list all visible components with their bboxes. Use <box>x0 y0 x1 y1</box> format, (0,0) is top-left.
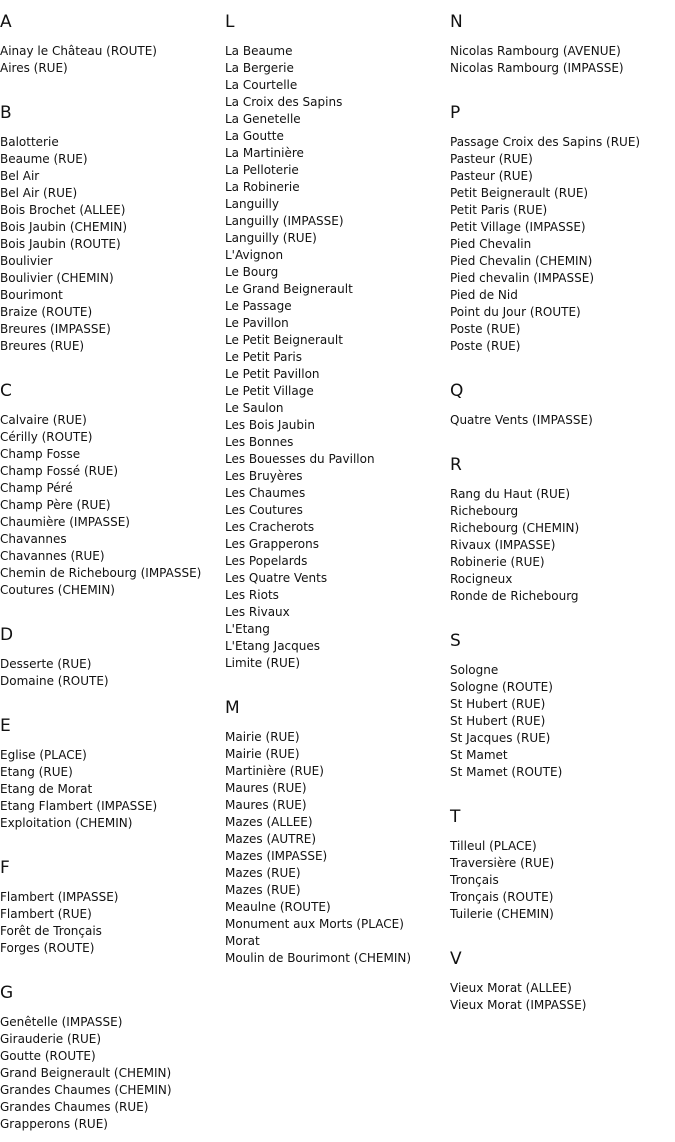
street-list-item: Balotterie <box>0 135 59 149</box>
street-list-item: Le Bourg <box>225 265 279 279</box>
street-list-item: Mairie (RUE) <box>225 747 300 761</box>
street-list-item: Moulin de Bourimont (CHEMIN) <box>225 951 412 965</box>
street-list-item: Traversière (RUE) <box>450 856 555 870</box>
street-list-item: Ronde de Richebourg <box>450 589 579 603</box>
street-list-item: L'Avignon <box>225 248 284 262</box>
street-list-item: La Martinière <box>225 146 304 160</box>
street-list-item: Etang de Morat <box>0 782 93 796</box>
letter-section <box>450 381 672 429</box>
street-list-item: Girauderie (RUE) <box>0 1032 102 1046</box>
street-list-item: Le Petit Pavillon <box>225 367 320 381</box>
street-list-item: Les Rivaux <box>225 605 290 619</box>
letter-section <box>450 949 672 1014</box>
street-list-item: Grapperons (RUE) <box>0 1117 108 1131</box>
street-list-item: Point du Jour (ROUTE) <box>450 305 581 319</box>
street-list-item: Les Bouesses du Pavillon <box>225 452 375 466</box>
street-list-item: Rivaux (IMPASSE) <box>450 538 556 552</box>
letter-section <box>0 625 222 690</box>
street-list-item: Pied chevalin (IMPASSE) <box>450 271 594 285</box>
letter-section <box>0 716 222 832</box>
letter-section <box>450 12 672 77</box>
street-list-item: Le Petit Beignerault <box>225 333 343 347</box>
street-list-item: Les Bonnes <box>225 435 294 449</box>
street-list-item: Tuilerie (CHEMIN) <box>450 907 554 921</box>
street-list-item: Bois Jaubin (CHEMIN) <box>0 220 128 234</box>
street-list-item: Le Passage <box>225 299 292 313</box>
street-list-item: La Beaume <box>225 44 293 58</box>
letter-section <box>450 631 672 781</box>
street-list-item: Chavannes (RUE) <box>0 549 105 563</box>
street-list-item: Genêtelle (IMPASSE) <box>0 1015 123 1029</box>
section-letter-heading: G <box>0 983 14 1003</box>
section-letter-heading: P <box>450 103 461 123</box>
letter-section <box>0 381 222 599</box>
section-letter-heading: T <box>450 807 461 827</box>
street-list-item: Tronçais <box>450 873 499 887</box>
letter-section <box>0 12 222 77</box>
street-list-item: Morat <box>225 934 260 948</box>
street-list-item: Cérilly (ROUTE) <box>0 430 93 444</box>
street-list-item: Les Riots <box>225 588 279 602</box>
street-list-item: Les Grapperons <box>225 537 319 551</box>
street-list-item: Vieux Morat (IMPASSE) <box>450 998 587 1012</box>
street-list-item: Champ Fosse <box>0 447 81 461</box>
street-list-item: Pied Chevalin (CHEMIN) <box>450 254 593 268</box>
street-list-item: La Genetelle <box>225 112 301 126</box>
section-letter-heading: E <box>0 716 11 736</box>
street-list-item: Rocigneux <box>450 572 513 586</box>
street-list-item: La Courtelle <box>225 78 298 92</box>
street-list-item: Robinerie (RUE) <box>450 555 545 569</box>
street-list-item: Coutures (CHEMIN) <box>0 583 115 597</box>
street-list-item: Etang Flambert (IMPASSE) <box>0 799 158 813</box>
section-letter-heading: M <box>225 698 240 718</box>
street-list-item: Meaulne (ROUTE) <box>225 900 331 914</box>
street-list-item: Le Petit Village <box>225 384 314 398</box>
street-list-item: Forêt de Tronçais <box>0 924 102 938</box>
street-list-item: Petit Beignerault (RUE) <box>450 186 589 200</box>
street-list-item: Pasteur (RUE) <box>450 152 533 166</box>
street-list-item: Petit Paris (RUE) <box>450 203 548 217</box>
street-list-item: Les Cracherots <box>225 520 315 534</box>
street-list-item: Mazes (ALLEE) <box>225 815 313 829</box>
street-list-item: Languilly (IMPASSE) <box>225 214 344 228</box>
street-index-column-2 <box>225 12 447 967</box>
section-letter-heading: S <box>450 631 461 651</box>
section-letter-heading: R <box>450 455 462 475</box>
street-list-item: La Robinerie <box>225 180 300 194</box>
street-list-item: St Hubert (RUE) <box>450 697 546 711</box>
street-list-item: Flambert (IMPASSE) <box>0 890 119 904</box>
street-list-item: L'Etang Jacques <box>225 639 321 653</box>
street-list-item: Bourimont <box>0 288 63 302</box>
street-list-item: Forges (ROUTE) <box>0 941 95 955</box>
section-letter-heading: B <box>0 103 12 123</box>
street-list-item: Tilleul (PLACE) <box>450 839 537 853</box>
street-list-item: Le Petit Paris <box>225 350 302 364</box>
street-list-item: Richebourg <box>450 504 519 518</box>
street-list-item: Maures (RUE) <box>225 781 307 795</box>
street-list-item: Champ Fossé (RUE) <box>0 464 119 478</box>
section-letter-heading: F <box>0 858 10 878</box>
street-list-item: Nicolas Rambourg (IMPASSE) <box>450 61 624 75</box>
street-list-item: Pasteur (RUE) <box>450 169 533 183</box>
street-list-item: Calvaire (RUE) <box>0 413 87 427</box>
street-list-item: Poste (RUE) <box>450 322 521 336</box>
street-list-item: Champ Père (RUE) <box>0 498 111 512</box>
section-letter-heading: A <box>0 12 12 32</box>
street-list-item: Sologne <box>450 663 499 677</box>
section-letter-heading: Q <box>450 381 464 401</box>
street-list-item: Le Pavillon <box>225 316 289 330</box>
street-list-item: Chavannes <box>0 532 67 546</box>
street-list-item: Desserte (RUE) <box>0 657 92 671</box>
street-list-item: Aires (RUE) <box>0 61 68 75</box>
street-list-item: Grand Beignerault (CHEMIN) <box>0 1066 172 1080</box>
street-list-item: Monument aux Morts (PLACE) <box>225 917 404 931</box>
section-letter-heading: V <box>450 949 462 969</box>
street-list-item: Mazes (RUE) <box>225 883 301 897</box>
street-list-item: Le Saulon <box>225 401 284 415</box>
letter-section <box>225 12 447 672</box>
street-list-item: L'Etang <box>225 622 270 636</box>
street-index-column-3 <box>450 12 672 1014</box>
street-list-item: Richebourg (CHEMIN) <box>450 521 580 535</box>
street-list-item: Le Grand Beignerault <box>225 282 353 296</box>
street-list-item: Les Bois Jaubin <box>225 418 315 432</box>
letter-section <box>0 858 222 957</box>
letter-section <box>450 103 672 355</box>
street-list-item: Flambert (RUE) <box>0 907 92 921</box>
letter-section <box>450 455 672 605</box>
street-list-item: Exploitation (CHEMIN) <box>0 816 133 830</box>
street-list-item: La Bergerie <box>225 61 294 75</box>
street-list-item: Limite (RUE) <box>225 656 301 670</box>
street-list-item: Languilly <box>225 197 279 211</box>
street-list-item: Martinière (RUE) <box>225 764 324 778</box>
street-list-item: La Goutte <box>225 129 284 143</box>
section-letter-heading: C <box>0 381 12 401</box>
street-list-item: Grandes Chaumes (CHEMIN) <box>0 1083 172 1097</box>
street-list-item: Grandes Chaumes (RUE) <box>0 1100 149 1114</box>
section-letter-heading: D <box>0 625 14 645</box>
street-list-item: Pied de Nid <box>450 288 518 302</box>
street-list-item: Les Quatre Vents <box>225 571 328 585</box>
street-list-item: St Mamet <box>450 748 508 762</box>
street-list-item: Petit Village (IMPASSE) <box>450 220 586 234</box>
section-letter-heading: N <box>450 12 463 32</box>
street-list-item: Quatre Vents (IMPASSE) <box>450 413 593 427</box>
street-list-item: Breures (RUE) <box>0 339 85 353</box>
street-list-item: Rang du Haut (RUE) <box>450 487 571 501</box>
street-list-item: Boulivier (CHEMIN) <box>0 271 114 285</box>
street-list-item: Domaine (ROUTE) <box>0 674 109 688</box>
street-list-item: Pied Chevalin <box>450 237 532 251</box>
street-list-item: St Jacques (RUE) <box>450 731 551 745</box>
letter-section <box>0 983 222 1133</box>
street-list-item: Boulivier <box>0 254 53 268</box>
street-list-item: La Croix des Sapins <box>225 95 343 109</box>
street-list-item: Mazes (RUE) <box>225 866 301 880</box>
street-list-item: Nicolas Rambourg (AVENUE) <box>450 44 621 58</box>
street-list-item: Tronçais (ROUTE) <box>450 890 554 904</box>
street-list-item: Eglise (PLACE) <box>0 748 87 762</box>
street-list-item: Poste (RUE) <box>450 339 521 353</box>
street-list-item: Languilly (RUE) <box>225 231 317 245</box>
street-list-item: Bel Air (RUE) <box>0 186 78 200</box>
letter-section <box>0 103 222 355</box>
section-letter-heading: L <box>225 12 235 32</box>
street-list-item: Maures (RUE) <box>225 798 307 812</box>
street-list-item: Les Chaumes <box>225 486 306 500</box>
street-index-column-1 <box>0 12 222 1133</box>
street-list-item: Goutte (ROUTE) <box>0 1049 96 1063</box>
street-list-item: Passage Croix des Sapins (RUE) <box>450 135 641 149</box>
street-list-item: Mairie (RUE) <box>225 730 300 744</box>
street-list-item: Bois Jaubin (ROUTE) <box>0 237 121 251</box>
street-list-item: Bel Air <box>0 169 40 183</box>
letter-section <box>450 807 672 923</box>
letter-section <box>225 698 447 967</box>
street-list-item: Bois Brochet (ALLEE) <box>0 203 126 217</box>
street-list-item: Mazes (AUTRE) <box>225 832 317 846</box>
street-list-item: St Mamet (ROUTE) <box>450 765 563 779</box>
street-list-item: Sologne (ROUTE) <box>450 680 553 694</box>
street-list-item: Champ Péré <box>0 481 73 495</box>
street-list-item: La Pelloterie <box>225 163 299 177</box>
street-list-item: Ainay le Château (ROUTE) <box>0 44 157 58</box>
street-list-item: Mazes (IMPASSE) <box>225 849 328 863</box>
street-list-item: Beaume (RUE) <box>0 152 88 166</box>
street-list-item: Les Coutures <box>225 503 303 517</box>
street-list-item: Breures (IMPASSE) <box>0 322 111 336</box>
street-list-item: Chaumière (IMPASSE) <box>0 515 130 529</box>
street-list-item: Etang (RUE) <box>0 765 73 779</box>
street-list-item: Chemin de Richebourg (IMPASSE) <box>0 566 202 580</box>
street-list-item: Vieux Morat (ALLEE) <box>450 981 572 995</box>
street-list-item: St Hubert (RUE) <box>450 714 546 728</box>
street-list-item: Les Popelards <box>225 554 308 568</box>
street-list-item: Braize (ROUTE) <box>0 305 93 319</box>
street-list-item: Les Bruyères <box>225 469 303 483</box>
